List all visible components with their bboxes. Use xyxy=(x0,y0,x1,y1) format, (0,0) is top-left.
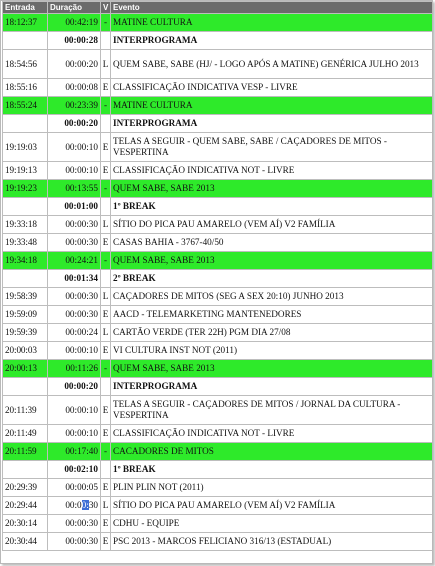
cell-duracao[interactable]: 00:00:30 xyxy=(48,234,101,252)
cell-v[interactable]: E xyxy=(101,515,111,533)
cell-v[interactable] xyxy=(101,32,111,50)
table-row[interactable] xyxy=(3,97,434,115)
col-header-entrada[interactable]: Entrada xyxy=(3,2,48,14)
cell-v[interactable]: L xyxy=(101,50,111,79)
col-header-evento[interactable]: Evento xyxy=(111,2,434,14)
cell-evento[interactable]: VI CULTURA INST NOT (2011) xyxy=(111,342,434,360)
cell-duracao[interactable]: 00:11:26 xyxy=(48,360,101,378)
cell-duracao[interactable]: 00:00:10 xyxy=(48,133,101,162)
cell-evento[interactable]: 1º BREAK xyxy=(111,461,434,479)
table-row[interactable] xyxy=(3,32,434,50)
cell-entrada[interactable]: 19:58:39 xyxy=(3,288,48,306)
table-row[interactable] xyxy=(3,515,434,533)
table-header xyxy=(3,2,434,14)
cell-evento[interactable]: CLASSIFICAÇÃO INDICATIVA NOT - LIVRE xyxy=(111,162,434,180)
cell-v[interactable]: - xyxy=(101,360,111,378)
cell-duracao[interactable]: 00:00:10 xyxy=(48,162,101,180)
table-row[interactable] xyxy=(3,479,434,497)
cell-v[interactable] xyxy=(101,198,111,216)
cell-evento[interactable]: AACD - TELEMARKETING MANTENEDORES xyxy=(111,306,434,324)
header-row xyxy=(3,2,434,14)
cell-duracao[interactable]: 00:00:30 xyxy=(48,288,101,306)
col-header-v[interactable]: V xyxy=(101,2,111,14)
table-row[interactable] xyxy=(3,497,434,515)
cell-entrada[interactable]: 20:00:13 xyxy=(3,360,48,378)
cell-v[interactable] xyxy=(101,115,111,133)
cell-entrada[interactable]: 20:29:44 xyxy=(3,497,48,515)
cell-evento[interactable]: QUEM SABE, SABE 2013 xyxy=(111,360,434,378)
cell-duracao[interactable]: 00:42:19 xyxy=(48,14,101,32)
cell-entrada[interactable]: 20:30:14 xyxy=(3,515,48,533)
cell-entrada[interactable]: 19:19:23 xyxy=(3,180,48,198)
table-row[interactable] xyxy=(3,198,434,216)
cell-v[interactable]: - xyxy=(101,252,111,270)
cell-entrada[interactable] xyxy=(3,32,48,50)
cell-evento[interactable]: QUEM SABE, SABE (HJ/ - LOGO APÓS A MATINE) GENÉRICA JULHO 2013 xyxy=(111,50,434,79)
cell-v[interactable]: E xyxy=(101,79,111,97)
table-body xyxy=(3,14,434,551)
table-row[interactable] xyxy=(3,162,434,180)
cell-duracao[interactable]: 00:00:28 xyxy=(48,32,101,50)
table-row[interactable] xyxy=(3,533,434,551)
table-row[interactable] xyxy=(3,396,434,425)
cell-entrada[interactable]: 19:33:18 xyxy=(3,216,48,234)
cell-duracao[interactable]: 00:00:10 xyxy=(48,342,101,360)
cell-entrada[interactable]: 20:29:39 xyxy=(3,479,48,497)
cell-duracao[interactable]: 00:00:30 xyxy=(48,306,101,324)
cell-evento[interactable]: CACADORES DE MITOS xyxy=(111,443,434,461)
table-row[interactable] xyxy=(3,324,434,342)
cell-v[interactable]: - xyxy=(101,14,111,32)
duration-fragment: 00:0 xyxy=(65,500,82,510)
cell-duracao[interactable]: 00:00:20 xyxy=(48,115,101,133)
table-row[interactable] xyxy=(3,216,434,234)
cell-duracao[interactable]: 00:00:20 xyxy=(48,378,101,396)
cell-evento[interactable]: INTERPROGRAMA xyxy=(111,115,434,133)
cell-v[interactable]: L xyxy=(101,288,111,306)
cell-evento[interactable]: CAÇADORES DE MITOS (SEG A SEX 20:10) JUNHO 2013 xyxy=(111,288,434,306)
table-row[interactable] xyxy=(3,234,434,252)
cell-entrada[interactable]: 19:59:39 xyxy=(3,324,48,342)
cell-evento[interactable]: CLASSIFICAÇÃO INDICATIVA VESP - LIVRE xyxy=(111,79,434,97)
cell-v[interactable] xyxy=(101,378,111,396)
cell-duracao[interactable]: 00:13:55 xyxy=(48,180,101,198)
text-selection: 0: xyxy=(81,500,89,510)
duration-fragment: 30 xyxy=(88,500,98,510)
cell-evento[interactable]: QUEM SABE, SABE 2013 xyxy=(111,180,434,198)
cell-v[interactable] xyxy=(101,461,111,479)
cell-evento[interactable]: 1º BREAK xyxy=(111,198,434,216)
cell-entrada[interactable]: 20:00:03 xyxy=(3,342,48,360)
cell-v[interactable]: - xyxy=(101,443,111,461)
cell-entrada[interactable]: 20:30:44 xyxy=(3,533,48,551)
cell-v[interactable]: - xyxy=(101,180,111,198)
cell-evento[interactable]: SÍTIO DO PICA PAU AMARELO (VEM AÍ) V2 FAMÍLIA xyxy=(111,216,434,234)
table-row[interactable] xyxy=(3,115,434,133)
cell-v[interactable]: - xyxy=(101,97,111,115)
cell-v[interactable]: E xyxy=(101,396,111,425)
cell-evento[interactable]: QUEM SABE, SABE 2013 xyxy=(111,252,434,270)
cell-duracao[interactable]: 00:23:39 xyxy=(48,97,101,115)
cell-evento[interactable]: 2º BREAK xyxy=(111,270,434,288)
table-row[interactable] xyxy=(3,50,434,79)
table-row[interactable] xyxy=(3,360,434,378)
cell-duracao[interactable]: 00:00:08 xyxy=(48,79,101,97)
cell-duracao[interactable]: 00:01:34 xyxy=(48,270,101,288)
cell-duracao[interactable]: 00:24:21 xyxy=(48,252,101,270)
cell-v[interactable]: E xyxy=(101,133,111,162)
cell-evento[interactable]: CLASSIFICAÇÃO INDICATIVA NOT - LIVRE xyxy=(111,425,434,443)
cell-duracao[interactable]: 00:00:30 xyxy=(48,515,101,533)
table-row[interactable] xyxy=(3,378,434,396)
cell-entrada[interactable] xyxy=(3,198,48,216)
cell-v[interactable]: E xyxy=(101,479,111,497)
cell-entrada[interactable] xyxy=(3,270,48,288)
table-row[interactable] xyxy=(3,288,434,306)
cell-v[interactable]: L xyxy=(101,497,111,515)
cell-entrada[interactable]: 20:11:39 xyxy=(3,396,48,425)
table-row[interactable] xyxy=(3,306,434,324)
cell-v[interactable]: L xyxy=(101,216,111,234)
cell-duracao[interactable]: 00:00:10 xyxy=(48,425,101,443)
cell-duracao[interactable]: 00:00:24 xyxy=(48,324,101,342)
table-row[interactable] xyxy=(3,270,434,288)
table-row[interactable] xyxy=(3,443,434,461)
cell-duracao[interactable]: 00:00:30 xyxy=(48,533,101,551)
cell-entrada[interactable]: 18:12:37 xyxy=(3,14,48,32)
cell-entrada[interactable]: 19:19:03 xyxy=(3,133,48,162)
cell-entrada[interactable]: 20:11:59 xyxy=(3,443,48,461)
table-row[interactable] xyxy=(3,180,434,198)
cell-entrada[interactable] xyxy=(3,461,48,479)
cell-v[interactable]: E xyxy=(101,234,111,252)
cell-entrada[interactable]: 18:54:56 xyxy=(3,50,48,79)
table-row[interactable] xyxy=(3,133,434,162)
cell-entrada[interactable]: 19:19:13 xyxy=(3,162,48,180)
cell-evento[interactable]: MATINE CULTURA xyxy=(111,97,434,115)
table-row[interactable] xyxy=(3,342,434,360)
cell-v[interactable] xyxy=(101,270,111,288)
cell-v[interactable]: E xyxy=(101,162,111,180)
cell-entrada[interactable]: 18:55:16 xyxy=(3,79,48,97)
cell-v[interactable]: E xyxy=(101,425,111,443)
cell-evento[interactable]: CASAS BAHIA - 3767-40/50 xyxy=(111,234,434,252)
cell-evento[interactable]: CDHU - EQUIPE xyxy=(111,515,434,533)
cell-duracao[interactable]: 00:00:10 xyxy=(48,396,101,425)
col-header-duracao[interactable]: Duração xyxy=(48,2,101,14)
cell-entrada[interactable]: 19:34:18 xyxy=(3,252,48,270)
schedule-table xyxy=(2,1,433,551)
cell-evento[interactable]: TELAS A SEGUIR - CAÇADORES DE MITOS / JORNAL DA CULTURA - VESPERTINA xyxy=(111,396,434,425)
cell-entrada[interactable]: 19:33:48 xyxy=(3,234,48,252)
cell-duracao[interactable]: 00:17:40 xyxy=(48,443,101,461)
cell-duracao[interactable] xyxy=(48,497,101,515)
cell-duracao[interactable]: 00:01:00 xyxy=(48,198,101,216)
cell-duracao[interactable]: 00:00:20 xyxy=(48,50,101,79)
cell-duracao[interactable]: 00:00:30 xyxy=(48,216,101,234)
table-row[interactable] xyxy=(3,425,434,443)
cell-evento[interactable]: PSC 2013 - MARCOS FELICIANO 316/13 (ESTADUAL) xyxy=(111,533,434,551)
cell-v[interactable]: E xyxy=(101,533,111,551)
cell-entrada[interactable]: 19:59:09 xyxy=(3,306,48,324)
cell-evento[interactable]: CARTÃO VERDE (TER 22H) PGM DIA 27/08 xyxy=(111,324,434,342)
cell-evento[interactable]: TELAS A SEGUIR - QUEM SABE, SABE / CAÇADORES DE MITOS - VESPERTINA xyxy=(111,133,434,162)
table-row[interactable] xyxy=(3,461,434,479)
cell-evento[interactable]: MATINE CULTURA xyxy=(111,14,434,32)
cell-evento[interactable]: PLIN PLIN NOT (2011) xyxy=(111,479,434,497)
cell-entrada[interactable]: 18:55:24 xyxy=(3,97,48,115)
cell-evento[interactable]: INTERPROGRAMA xyxy=(111,378,434,396)
table-row[interactable] xyxy=(3,252,434,270)
table-row[interactable] xyxy=(3,79,434,97)
cell-entrada[interactable] xyxy=(3,378,48,396)
cell-evento[interactable]: SÍTIO DO PICA PAU AMARELO (VEM AÍ) V2 FAMÍLIA xyxy=(111,497,434,515)
table-row[interactable] xyxy=(3,14,434,32)
cell-v[interactable]: E xyxy=(101,306,111,324)
cell-duracao[interactable]: 00:02:10 xyxy=(48,461,101,479)
cell-entrada[interactable] xyxy=(3,115,48,133)
cell-entrada[interactable]: 20:11:49 xyxy=(3,425,48,443)
cell-v[interactable]: L xyxy=(101,324,111,342)
cell-duracao[interactable]: 00:00:05 xyxy=(48,479,101,497)
cell-v[interactable]: E xyxy=(101,342,111,360)
cell-evento[interactable]: INTERPROGRAMA xyxy=(111,32,434,50)
